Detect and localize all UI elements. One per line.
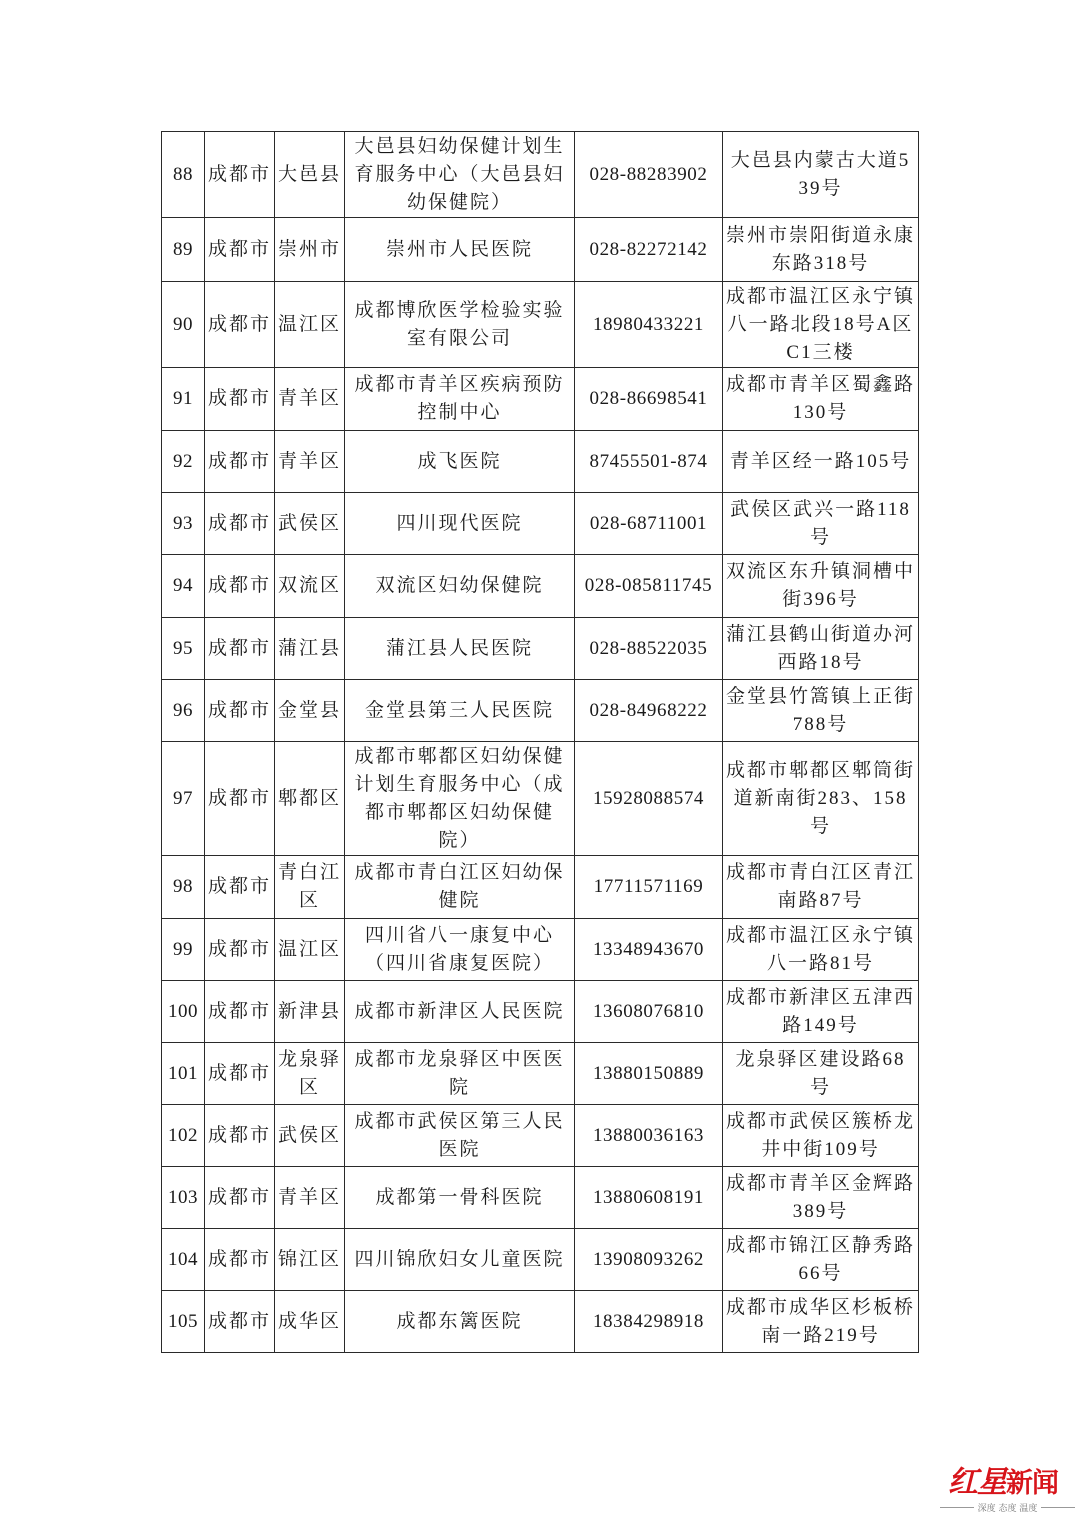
watermark-slogan-text: 深度 态度 温度 [977,1504,1038,1514]
table-row [162,1105,919,1167]
address-cell: 龙泉驿区建设路68号 [723,1043,919,1105]
city-cell: 成都市 [205,618,275,680]
city-cell: 成都市 [205,680,275,742]
address-cell: 成都市青羊区金辉路389号 [723,1167,919,1229]
city-cell: 成都市 [205,218,275,282]
row-number-cell: 96 [162,680,205,742]
phone-cell: 18980433221 [575,282,723,368]
organization-cell: 成都市郫都区妇幼保健计划生育服务中心（成都市郫都区妇幼保健院） [345,742,575,856]
table-row [162,1229,919,1291]
row-number-cell: 91 [162,368,205,431]
address-cell: 成都市温江区永宁镇八一路81号 [723,919,919,981]
district-cell: 青羊区 [275,1167,345,1229]
row-number-cell: 93 [162,493,205,555]
phone-cell: 028-88283902 [575,132,723,218]
row-number-cell: 88 [162,132,205,218]
organization-cell: 成都市新津区人民医院 [345,981,575,1043]
table-row [162,555,919,618]
city-cell: 成都市 [205,132,275,218]
district-cell: 武侯区 [275,493,345,555]
row-number-cell: 98 [162,856,205,919]
organization-cell: 成都东篱医院 [345,1291,575,1353]
district-cell: 青白江区 [275,856,345,919]
table-row [162,132,919,218]
district-cell: 武侯区 [275,1105,345,1167]
phone-cell: 028-82272142 [575,218,723,282]
district-cell: 崇州市 [275,218,345,282]
district-cell: 温江区 [275,282,345,368]
row-number-cell: 101 [162,1043,205,1105]
table-row [162,1167,919,1229]
organization-cell: 大邑县妇幼保健计划生育服务中心（大邑县妇幼保健院） [345,132,575,218]
district-cell: 双流区 [275,555,345,618]
organization-cell: 金堂县第三人民医院 [345,680,575,742]
city-cell: 成都市 [205,1167,275,1229]
district-cell: 锦江区 [275,1229,345,1291]
phone-cell: 13348943670 [575,919,723,981]
row-number-cell: 105 [162,1291,205,1353]
address-cell: 成都市青羊区蜀鑫路130号 [723,368,919,431]
city-cell: 成都市 [205,282,275,368]
row-number-cell: 92 [162,431,205,493]
address-cell: 大邑县内蒙古大道539号 [723,132,919,218]
district-cell: 金堂县 [275,680,345,742]
address-cell: 蒲江县鹤山街道办河西路18号 [723,618,919,680]
phone-cell: 028-68711001 [575,493,723,555]
row-number-cell: 100 [162,981,205,1043]
district-cell: 蒲江县 [275,618,345,680]
organization-cell: 成都博欣医学检验实验室有限公司 [345,282,575,368]
city-cell: 成都市 [205,1229,275,1291]
phone-cell: 13880150889 [575,1043,723,1105]
phone-cell: 028-86698541 [575,368,723,431]
organization-cell: 四川现代医院 [345,493,575,555]
table-row [162,680,919,742]
row-number-cell: 99 [162,919,205,981]
phone-cell: 15928088574 [575,742,723,856]
watermark-brand [948,1457,1058,1501]
table-row [162,981,919,1043]
city-cell: 成都市 [205,493,275,555]
district-cell: 郫都区 [275,742,345,856]
organization-cell: 成都市武侯区第三人民医院 [345,1105,575,1167]
row-number-cell: 95 [162,618,205,680]
district-cell: 新津县 [275,981,345,1043]
address-cell: 崇州市崇阳街道永康东路318号 [723,218,919,282]
city-cell: 成都市 [205,742,275,856]
divider [1041,1507,1075,1508]
city-cell: 成都市 [205,981,275,1043]
table-row [162,742,919,856]
table-row [162,618,919,680]
phone-cell: 13608076810 [575,981,723,1043]
address-cell: 青羊区经一路105号 [723,431,919,493]
table-row [162,493,919,555]
table-row [162,1291,919,1353]
district-cell: 大邑县 [275,132,345,218]
row-number-cell: 94 [162,555,205,618]
district-cell: 成华区 [275,1291,345,1353]
district-cell: 龙泉驿区 [275,1043,345,1105]
organization-cell: 四川省八一康复中心（四川省康复医院） [345,919,575,981]
table-row [162,431,919,493]
phone-cell: 17711571169 [575,856,723,919]
hospital-list-table [161,131,919,1353]
row-number-cell: 102 [162,1105,205,1167]
city-cell: 成都市 [205,368,275,431]
address-cell: 金堂县竹篙镇上正街788号 [723,680,919,742]
watermark-brand-name: 红星 [948,1465,1006,1500]
table-row [162,919,919,981]
city-cell: 成都市 [205,919,275,981]
table-row [162,368,919,431]
phone-cell: 13908093262 [575,1229,723,1291]
organization-cell: 崇州市人民医院 [345,218,575,282]
table-row [162,856,919,919]
organization-cell: 成都市青白江区妇幼保健院 [345,856,575,919]
district-cell: 青羊区 [275,431,345,493]
phone-cell: 87455501-874 [575,431,723,493]
phone-cell: 13880036163 [575,1105,723,1167]
phone-cell: 028-84968222 [575,680,723,742]
watermark-slogan [940,1501,1075,1514]
organization-cell: 蒲江县人民医院 [345,618,575,680]
table-row [162,282,919,368]
address-cell: 成都市温江区永宁镇八一路北段18号A区C1三楼 [723,282,919,368]
address-cell: 成都市武侯区簇桥龙井中街109号 [723,1105,919,1167]
table-row [162,1043,919,1105]
row-number-cell: 90 [162,282,205,368]
row-number-cell: 97 [162,742,205,856]
row-number-cell: 103 [162,1167,205,1229]
phone-cell: 028-88522035 [575,618,723,680]
address-cell: 成都市锦江区静秀路66号 [723,1229,919,1291]
row-number-cell: 104 [162,1229,205,1291]
city-cell: 成都市 [205,1105,275,1167]
city-cell: 成都市 [205,856,275,919]
watermark-brand-suffix: 新闻 [1006,1468,1058,1499]
organization-cell: 四川锦欣妇女儿童医院 [345,1229,575,1291]
organization-cell: 成都市青羊区疾病预防控制中心 [345,368,575,431]
address-cell: 双流区东升镇洞槽中街396号 [723,555,919,618]
table-row [162,218,919,282]
address-cell: 成都市郫都区郫筒街道新南街283、158号 [723,742,919,856]
watermark-logo [940,1455,1075,1515]
city-cell: 成都市 [205,1043,275,1105]
organization-cell: 成都市龙泉驿区中医医院 [345,1043,575,1105]
row-number-cell: 89 [162,218,205,282]
phone-cell: 028-085811745 [575,555,723,618]
district-cell: 温江区 [275,919,345,981]
address-cell: 武侯区武兴一路118号 [723,493,919,555]
address-cell: 成都市新津区五津西路149号 [723,981,919,1043]
divider [940,1507,974,1508]
phone-cell: 18384298918 [575,1291,723,1353]
address-cell: 成都市成华区杉板桥南一路219号 [723,1291,919,1353]
district-cell: 青羊区 [275,368,345,431]
city-cell: 成都市 [205,431,275,493]
city-cell: 成都市 [205,555,275,618]
organization-cell: 成都第一骨科医院 [345,1167,575,1229]
address-cell: 成都市青白江区青江南路87号 [723,856,919,919]
organization-cell: 成飞医院 [345,431,575,493]
city-cell: 成都市 [205,1291,275,1353]
phone-cell: 13880608191 [575,1167,723,1229]
table-body [162,132,919,1353]
organization-cell: 双流区妇幼保健院 [345,555,575,618]
